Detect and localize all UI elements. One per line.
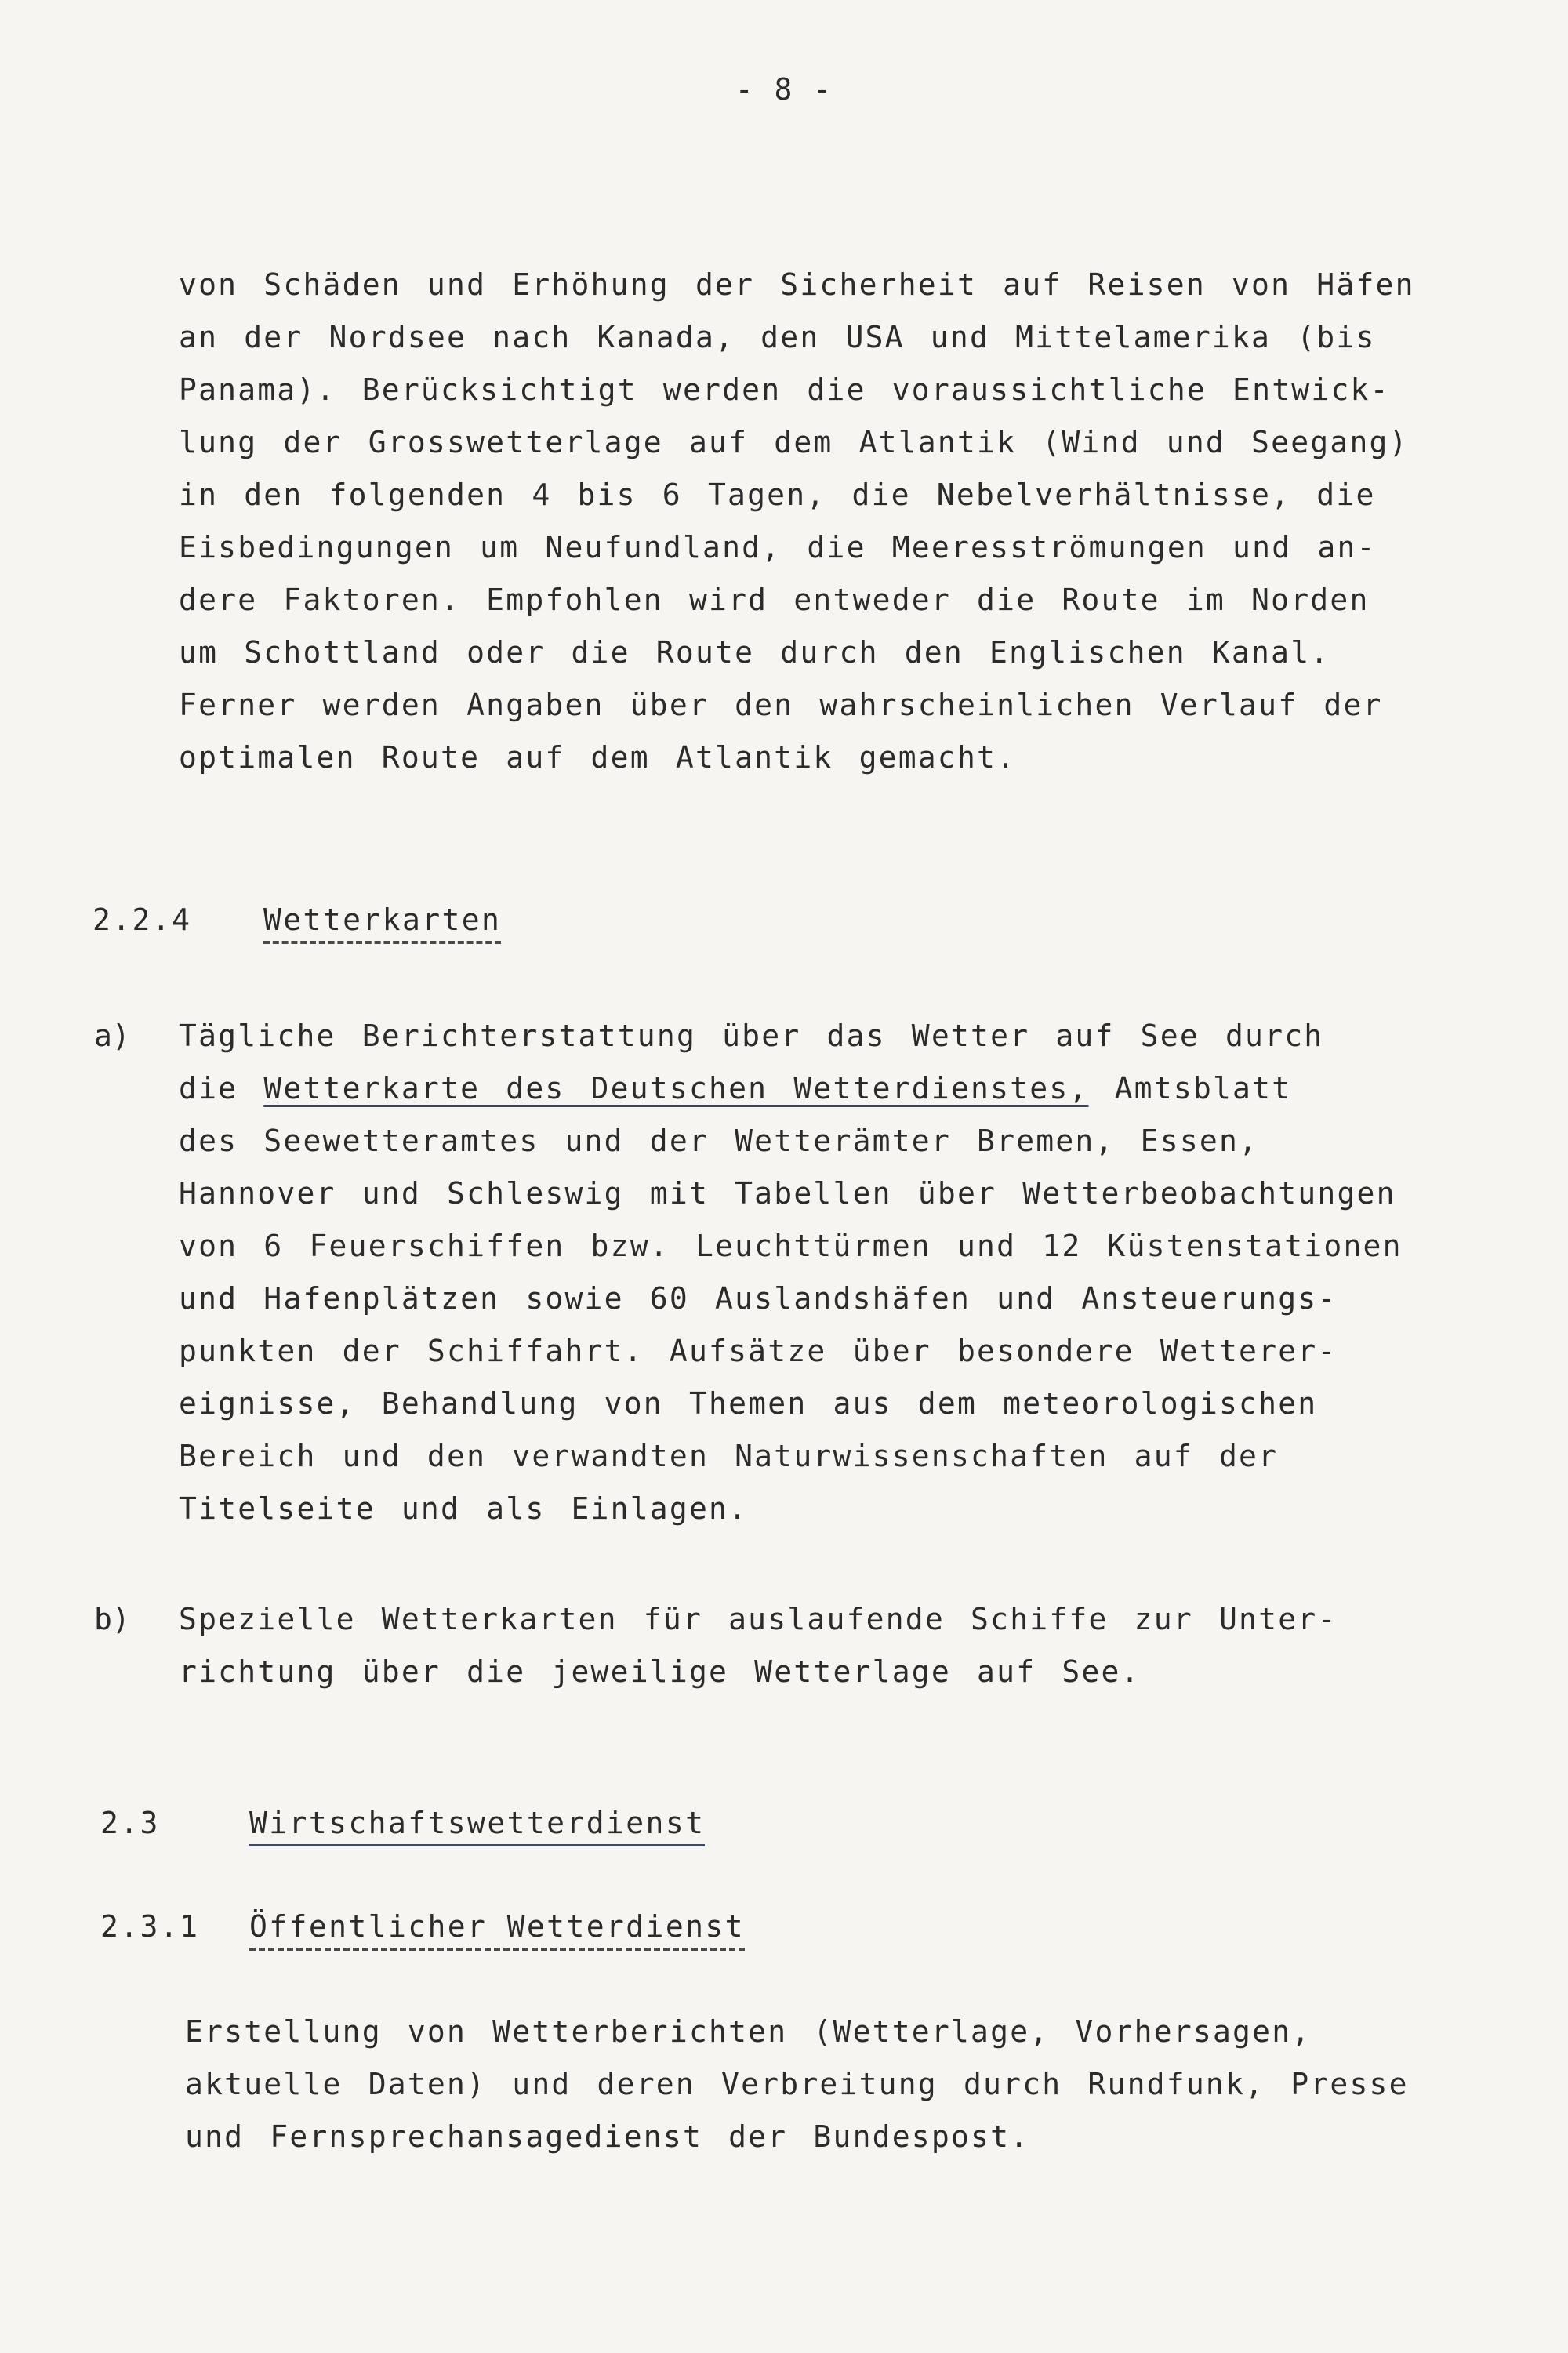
intro-line: an der Nordsee nach Kanada, den USA und Mittelamerika (bis (179, 320, 1376, 354)
item-a-line-with-reference (179, 1062, 1403, 1115)
item-a-line: Hannover und Schleswig mit Tabellen über Wetterbeobachtungen (179, 1176, 1396, 1211)
section-number: 2.3 (100, 1806, 160, 1840)
intro-line: von Schäden und Erhöhung der Sicherheit auf Reisen von Häfen (179, 267, 1415, 302)
paragraph-line: und Fernsprechansagedienst der Bundespost. (185, 2119, 1030, 2154)
list-item-b (179, 1593, 1337, 1698)
section-2-3-1-paragraph (185, 2006, 1409, 2163)
section-title: Wetterkarten (263, 900, 501, 944)
intro-line: dere Faktoren. Empfohlen wird entweder die Route im Norden (179, 583, 1370, 617)
item-a-line: Tägliche Berichterstattung über das Wetter auf See durch (179, 1019, 1324, 1053)
intro-line: um Schottland oder die Route durch den Englischen Kanal. (179, 635, 1330, 670)
item-a-line: punkten der Schiffahrt. Aufsätze über besondere Wetterer- (179, 1334, 1338, 1368)
intro-line: lung der Grosswetterlage auf dem Atlantik (Wind und Seegang) (179, 425, 1409, 459)
item-a-line: eignisse, Behandlung von Themen aus dem meteorologischen (179, 1386, 1318, 1421)
item-b-line: richtung über die jeweilige Wetterlage auf See. (179, 1654, 1141, 1689)
item-a-suffix: Amtsblatt (1088, 1071, 1292, 1106)
section-number: 2.2.4 (93, 902, 192, 937)
item-a-line: und Hafenplätzen sowie 60 Auslandshäfen und Ansteuerungs- (179, 1281, 1338, 1316)
item-a-line: Bereich und den verwandten Naturwissenschaften auf der (179, 1439, 1279, 1473)
intro-line: optimalen Route auf dem Atlantik gemacht. (179, 740, 1017, 775)
item-b-line: Spezielle Wetterkarten für auslaufende Schiffe zur Unter- (179, 1602, 1338, 1636)
page-number: - 8 - (735, 72, 833, 107)
list-marker-a: a) (94, 1019, 130, 1053)
item-a-line: von 6 Feuerschiffen bzw. Leuchttürmen und 12 Küstenstationen (179, 1229, 1403, 1263)
item-a-prefix: die (179, 1071, 264, 1106)
list-item-a (179, 1010, 1403, 1535)
paragraph-line: Erstellung von Wetterberichten (Wetterlage, Vorhersagen, (185, 2014, 1312, 2049)
intro-line: Panama). Berücksichtigt werden die voraussichtliche Entwick- (179, 372, 1390, 407)
publication-title: Wetterkarte des Deutschen Wetterdienstes, (263, 1071, 1089, 1106)
item-a-line: Titelseite und als Einlagen. (179, 1491, 749, 1526)
list-marker-b: b) (94, 1602, 130, 1636)
section-number: 2.3.1 (100, 1909, 200, 1944)
section-title: Wirtschaftswetterdienst (249, 1803, 705, 1846)
paragraph-line: aktuelle Daten) und deren Verbreitung durch Rundfunk, Presse (185, 2067, 1409, 2101)
item-a-line: des Seewetteramtes und der Wetterämter Bremen, Essen, (179, 1124, 1259, 1158)
intro-paragraph (179, 259, 1415, 784)
intro-line: in den folgenden 4 bis 6 Tagen, die Nebelverhältnisse, die (179, 477, 1376, 512)
intro-line: Eisbedingungen um Neufundland, die Meeresströmungen und an- (179, 530, 1377, 565)
intro-line: Ferner werden Angaben über den wahrscheinlichen Verlauf der (179, 688, 1383, 722)
section-title: Öffentlicher Wetterdienst (249, 1907, 745, 1951)
